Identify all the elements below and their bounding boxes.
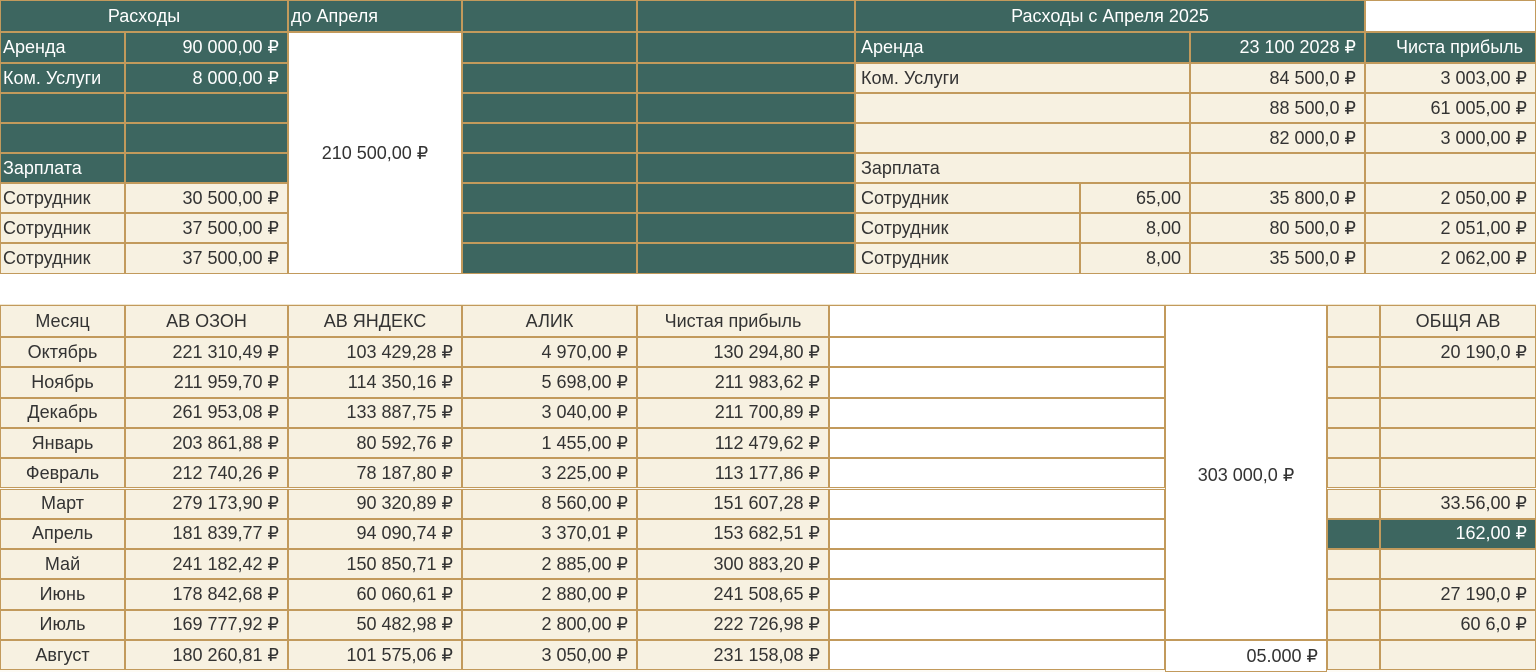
alik-value[interactable]: 3 370,01 ₽	[462, 519, 637, 549]
total-av-value[interactable]	[1380, 549, 1536, 579]
yandex-value[interactable]: 50 482,98 ₽	[288, 610, 462, 640]
empty-green-cell[interactable]	[462, 123, 637, 153]
empty-cell[interactable]	[829, 610, 1165, 640]
empty-cell[interactable]	[1327, 398, 1380, 428]
empty-cell[interactable]	[829, 337, 1165, 367]
empty-green-cell[interactable]	[637, 153, 855, 183]
empty-cell[interactable]	[829, 489, 1165, 519]
empty-cell[interactable]	[1327, 428, 1380, 458]
expenses-header[interactable]: Расходы	[0, 0, 288, 32]
empty-cell[interactable]	[829, 398, 1165, 428]
empty-cell[interactable]	[829, 579, 1165, 609]
ozon-value[interactable]: 279 173,90 ₽	[125, 489, 288, 519]
empty-green-cell[interactable]	[462, 243, 637, 274]
employee-value[interactable]: 35 800,0 ₽	[1190, 183, 1365, 213]
yandex-value[interactable]: 94 090,74 ₽	[288, 519, 462, 549]
empty-cell[interactable]	[829, 458, 1165, 488]
ozon-value[interactable]: 169 777,92 ₽	[125, 610, 288, 640]
empty-green-cell[interactable]	[125, 93, 288, 123]
employee-label[interactable]: Сотрудник	[855, 183, 1080, 213]
ozon-value[interactable]: 181 839,77 ₽	[125, 519, 288, 549]
alik-value[interactable]: 3 040,00 ₽	[462, 398, 637, 428]
alik-value[interactable]: 4 970,00 ₽	[462, 337, 637, 367]
expenses-from-april-header[interactable]: Расходы с Апреля 2025	[855, 0, 1365, 32]
total-av-value[interactable]: 60 6,0 ₽	[1380, 610, 1536, 640]
empty-cell[interactable]	[829, 519, 1165, 549]
value-cell[interactable]: 88 500,0 ₽	[1190, 93, 1365, 123]
month-name[interactable]: Январь	[0, 428, 125, 458]
ozon-value[interactable]: 203 861,88 ₽	[125, 428, 288, 458]
total-av-value[interactable]	[1380, 398, 1536, 428]
empty-green-cell[interactable]	[462, 0, 637, 32]
net-profit-value[interactable]: 211 700,89 ₽	[637, 398, 829, 428]
empty-green-cell[interactable]	[462, 32, 637, 63]
empty-green-cell[interactable]	[462, 63, 637, 93]
alik-value[interactable]: 3 225,00 ₽	[462, 458, 637, 488]
employee-value[interactable]: 80 500,0 ₽	[1190, 213, 1365, 243]
net-profit-value[interactable]: 153 682,51 ₽	[637, 519, 829, 549]
total-av-value[interactable]: 20 190,0 ₽	[1380, 337, 1536, 367]
utilities-label-april[interactable]: Ком. Услуги	[855, 63, 1190, 93]
empty-green-cell[interactable]	[125, 123, 288, 153]
employee-salary[interactable]: 37 500,00 ₽	[125, 243, 288, 274]
profit-cell[interactable]: 3 000,00 ₽	[1365, 123, 1536, 153]
empty-cell[interactable]	[829, 367, 1165, 397]
profit-cell[interactable]: 61 005,00 ₽	[1365, 93, 1536, 123]
employee-salary[interactable]: 30 500,00 ₽	[125, 183, 288, 213]
month-name[interactable]: Март	[0, 489, 125, 519]
total-until-april[interactable]: 210 500,00 ₽	[288, 32, 462, 274]
empty-green-cell[interactable]	[462, 93, 637, 123]
net-profit-value[interactable]: 231 158,08 ₽	[637, 640, 829, 670]
alik-header[interactable]: АЛИК	[462, 305, 637, 337]
yandex-value[interactable]: 80 592,76 ₽	[288, 428, 462, 458]
empty-cell[interactable]	[829, 428, 1165, 458]
empty-cell[interactable]	[829, 549, 1165, 579]
spacer-row	[0, 274, 1536, 305]
value-cell[interactable]: 82 000,0 ₽	[1190, 123, 1365, 153]
employee-profit[interactable]: 2 051,00 ₽	[1365, 213, 1536, 243]
ozon-value[interactable]: 261 953,08 ₽	[125, 398, 288, 428]
empty-cell[interactable]	[829, 305, 1165, 337]
alik-value[interactable]: 1 455,00 ₽	[462, 428, 637, 458]
month-name[interactable]: Февраль	[0, 458, 125, 488]
empty-green-cell[interactable]	[637, 32, 855, 63]
net-profit-value[interactable]: 241 508,65 ₽	[637, 579, 829, 609]
ozon-header[interactable]: АВ ОЗОН	[125, 305, 288, 337]
month-name[interactable]: Август	[0, 640, 125, 670]
yandex-value[interactable]: 114 350,16 ₽	[288, 367, 462, 397]
employee-label[interactable]: Сотрудник	[0, 243, 125, 274]
empty-green-cell[interactable]	[125, 153, 288, 183]
alik-value[interactable]: 8 560,00 ₽	[462, 489, 637, 519]
empty-green-cell[interactable]	[637, 243, 855, 274]
yandex-value[interactable]: 150 850,71 ₽	[288, 549, 462, 579]
net-profit-value[interactable]: 300 883,20 ₽	[637, 549, 829, 579]
alik-value[interactable]: 2 880,00 ₽	[462, 579, 637, 609]
empty-cell[interactable]	[1327, 640, 1380, 670]
empty-green-cell[interactable]	[462, 213, 637, 243]
employee-value[interactable]: 35 500,0 ₽	[1190, 243, 1365, 274]
profit-cell[interactable]: 3 003,00 ₽	[1365, 63, 1536, 93]
empty-green-cell[interactable]	[462, 153, 637, 183]
empty-green-cell[interactable]	[462, 183, 637, 213]
empty-green-cell[interactable]	[637, 63, 855, 93]
alik-value[interactable]: 5 698,00 ₽	[462, 367, 637, 397]
month-name[interactable]: Декабрь	[0, 398, 125, 428]
empty-cell[interactable]	[1327, 305, 1380, 337]
empty-cell[interactable]	[829, 640, 1165, 670]
ozon-value[interactable]: 180 260,81 ₽	[125, 640, 288, 670]
empty-green-cell[interactable]	[637, 93, 855, 123]
employee-salary[interactable]: 37 500,00 ₽	[125, 213, 288, 243]
net-profit-value[interactable]: 130 294,80 ₽	[637, 337, 829, 367]
employee-label[interactable]: Сотрудник	[855, 213, 1080, 243]
salary-label[interactable]: Зарплата	[0, 153, 125, 183]
net-profit-month-header[interactable]: Чистая прибыль	[637, 305, 829, 337]
empty-cell[interactable]	[1365, 153, 1536, 183]
alik-value[interactable]: 2 800,00 ₽	[462, 610, 637, 640]
empty-cell[interactable]	[1327, 610, 1380, 640]
empty-cell[interactable]	[855, 93, 1190, 123]
empty-cell[interactable]	[1365, 0, 1536, 32]
empty-cell[interactable]	[1327, 519, 1380, 549]
utilities-label[interactable]: Ком. Услуги	[0, 63, 125, 93]
ozon-value[interactable]: 221 310,49 ₽	[125, 337, 288, 367]
empty-green-cell[interactable]	[637, 123, 855, 153]
yandex-value[interactable]: 90 320,89 ₽	[288, 489, 462, 519]
empty-green-cell[interactable]	[637, 0, 855, 32]
yandex-value[interactable]: 101 575,06 ₽	[288, 640, 462, 670]
net-profit-value[interactable]: 222 726,98 ₽	[637, 610, 829, 640]
net-profit-value[interactable]: 151 607,28 ₽	[637, 489, 829, 519]
month-name[interactable]: Апрель	[0, 519, 125, 549]
employee-rate[interactable]: 8,00	[1080, 243, 1190, 274]
total-av-value[interactable]	[1380, 640, 1536, 670]
utilities-value[interactable]: 8 000,00 ₽	[125, 63, 288, 93]
employee-label[interactable]: Сотрудник	[0, 213, 125, 243]
yandex-value[interactable]: 78 187,80 ₽	[288, 458, 462, 488]
net-profit-value[interactable]: 112 479,62 ₽	[637, 428, 829, 458]
empty-cell[interactable]	[1190, 153, 1365, 183]
total-av-value[interactable]	[1380, 428, 1536, 458]
total-av-value[interactable]: 33.56,00 ₽	[1380, 489, 1536, 519]
alik-value[interactable]: 2 885,00 ₽	[462, 549, 637, 579]
alik-value[interactable]: 3 050,00 ₽	[462, 640, 637, 670]
employee-label[interactable]: Сотрудник	[855, 243, 1080, 274]
rent-value[interactable]: 90 000,00 ₽	[125, 32, 288, 63]
rent-label-april[interactable]: Аренда	[855, 32, 1190, 63]
total-av-header[interactable]: ОБЩЯ АВ	[1380, 305, 1536, 337]
rent-value-april[interactable]: 23 100 2028 ₽	[1190, 32, 1365, 63]
empty-green-cell[interactable]	[0, 123, 125, 153]
ozon-value[interactable]: 178 842,68 ₽	[125, 579, 288, 609]
month-name[interactable]: Июль	[0, 610, 125, 640]
empty-green-cell[interactable]	[637, 213, 855, 243]
yandex-value[interactable]: 103 429,28 ₽	[288, 337, 462, 367]
empty-cell[interactable]	[1327, 458, 1380, 488]
yandex-value[interactable]: 133 887,75 ₽	[288, 398, 462, 428]
empty-cell[interactable]	[855, 123, 1190, 153]
total-av-value[interactable]: 27 190,0 ₽	[1380, 579, 1536, 609]
value-cell[interactable]: 84 500,0 ₽	[1190, 63, 1365, 93]
rent-label[interactable]: Аренда	[0, 32, 125, 63]
month-name[interactable]: Ноябрь	[0, 367, 125, 397]
empty-green-cell[interactable]	[0, 93, 125, 123]
net-profit-header[interactable]: Чиста прибыль	[1365, 32, 1536, 63]
total-av-value[interactable]	[1380, 458, 1536, 488]
yandex-header[interactable]: АВ ЯНДЕКС	[288, 305, 462, 337]
ozon-value[interactable]: 241 182,42 ₽	[125, 549, 288, 579]
empty-cell[interactable]	[1327, 489, 1380, 519]
employee-rate[interactable]: 8,00	[1080, 213, 1190, 243]
month-header[interactable]: Месяц	[0, 305, 125, 337]
employee-rate[interactable]: 65,00	[1080, 183, 1190, 213]
net-profit-value[interactable]: 113 177,86 ₽	[637, 458, 829, 488]
empty-green-cell[interactable]	[637, 183, 855, 213]
ozon-value[interactable]: 211 959,70 ₽	[125, 367, 288, 397]
month-name[interactable]: Октябрь	[0, 337, 125, 367]
empty-cell[interactable]	[1327, 549, 1380, 579]
month-name[interactable]: Май	[0, 549, 125, 579]
empty-cell[interactable]	[1327, 367, 1380, 397]
merged-total[interactable]: 303 000,0 ₽	[1165, 305, 1327, 640]
employee-profit[interactable]: 2 062,00 ₽	[1365, 243, 1536, 274]
salary-label-april[interactable]: Зарплата	[855, 153, 1190, 183]
empty-cell[interactable]	[1327, 579, 1380, 609]
yandex-value[interactable]: 60 060,61 ₽	[288, 579, 462, 609]
empty-cell[interactable]	[1327, 337, 1380, 367]
employee-profit[interactable]: 2 050,00 ₽	[1365, 183, 1536, 213]
employee-label[interactable]: Сотрудник	[0, 183, 125, 213]
until-april-header[interactable]: до Апреля	[288, 0, 462, 32]
net-profit-value[interactable]: 211 983,62 ₽	[637, 367, 829, 397]
bottom-value[interactable]: 05.000 ₽	[1165, 640, 1327, 672]
total-av-value[interactable]	[1380, 367, 1536, 397]
total-av-value[interactable]: 162,00 ₽	[1380, 519, 1536, 549]
month-name[interactable]: Июнь	[0, 579, 125, 609]
ozon-value[interactable]: 212 740,26 ₽	[125, 458, 288, 488]
